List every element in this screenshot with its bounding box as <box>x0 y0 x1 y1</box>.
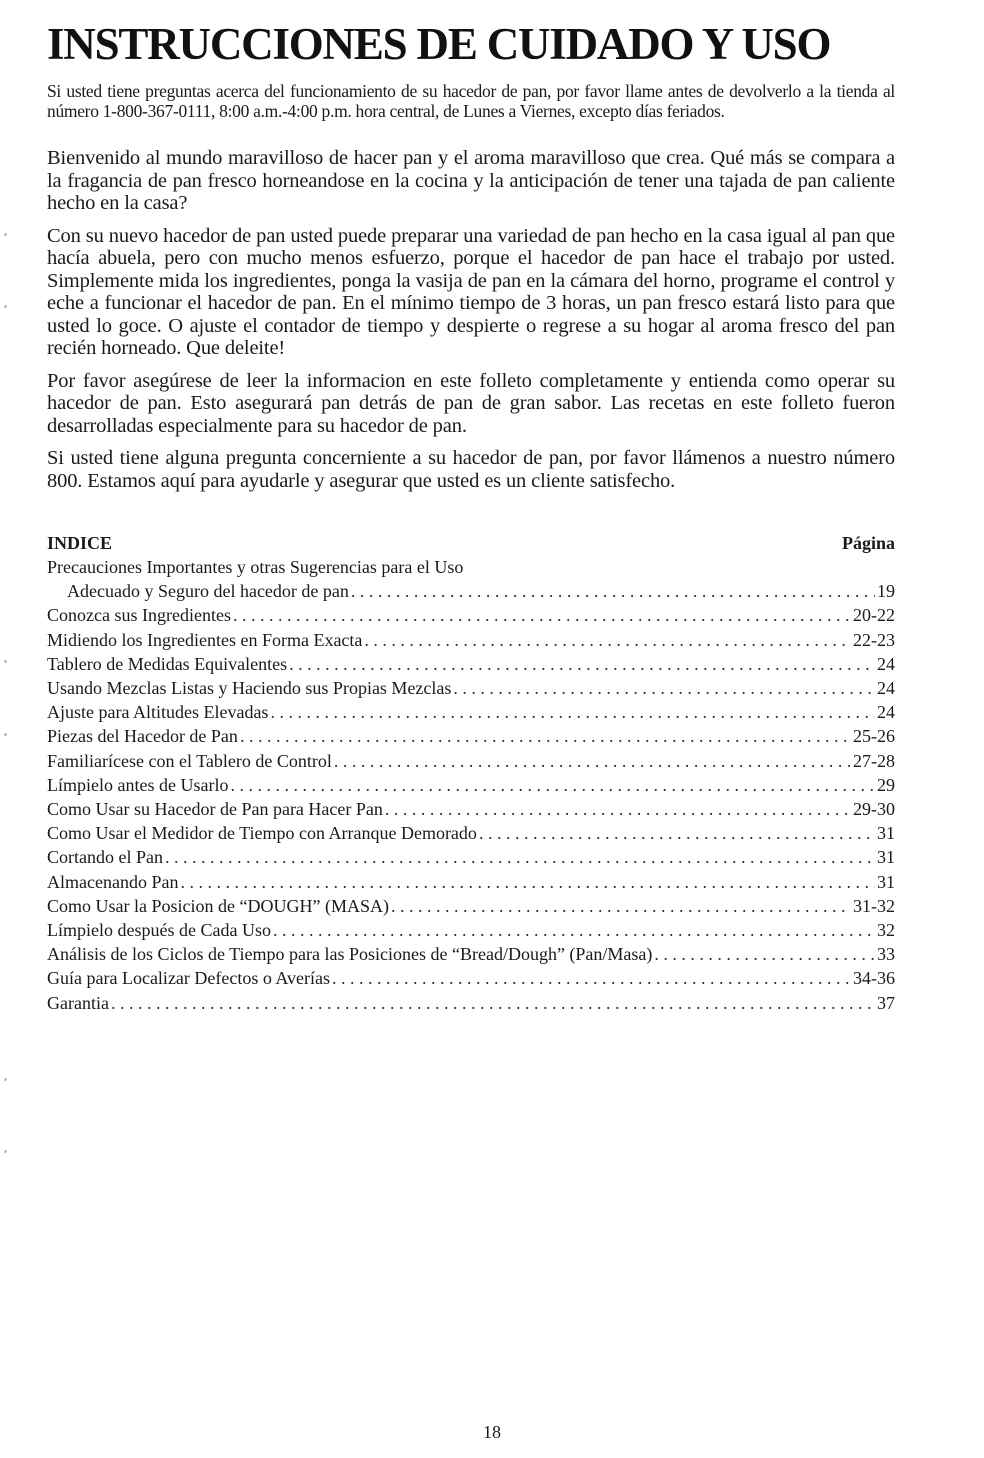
toc-dot-leader <box>270 700 875 724</box>
toc-entry-page: 31 <box>877 871 895 892</box>
toc-entry-page: 20-22 <box>853 605 895 626</box>
toc-dot-leader <box>351 579 875 603</box>
toc-entry <box>47 676 895 700</box>
toc-dot-leader <box>273 918 875 942</box>
toc-entry <box>47 797 895 821</box>
toc-dot-leader <box>233 603 851 627</box>
toc-entry-page: 29 <box>877 774 895 795</box>
toc-entry-page: 34-36 <box>853 968 895 989</box>
toc-entry-page: 24 <box>877 653 895 674</box>
toc-entry-title: Garantia <box>47 992 109 1013</box>
toc-dot-leader <box>240 724 851 748</box>
toc-entry-page: 31 <box>877 823 895 844</box>
document-page <box>47 18 895 1015</box>
toc-entry-page: 22-23 <box>853 629 895 650</box>
toc-dot-leader <box>111 991 875 1015</box>
toc-dot-leader <box>453 676 875 700</box>
index-heading: INDICE <box>47 533 113 553</box>
toc-entry-title: Guía para Localizar Defectos o Averías <box>47 968 331 989</box>
page-title: INSTRUCCIONES DE CUIDADO Y USO <box>47 19 831 69</box>
toc-entry-title: Límpielo antes de Usarlo <box>47 774 229 795</box>
toc-entry <box>47 845 895 869</box>
toc-entry-page: 19 <box>877 581 895 602</box>
toc-entry <box>47 894 895 918</box>
toc-entry-first-line <box>47 555 895 579</box>
toc-entry-title: Cortando el Pan <box>47 847 163 868</box>
toc-entry <box>47 870 895 894</box>
toc-entry-title: Piezas del Hacedor de Pan <box>47 726 238 747</box>
toc-dot-leader <box>364 628 851 652</box>
toc-entry <box>47 821 895 845</box>
toc-entry <box>47 579 895 603</box>
toc-entry-page: 24 <box>877 702 895 723</box>
intro-paragraph: Si usted tiene alguna pregunta concerniente a su hacedor de pan, por favor llámenos a nuestro número 800. Estamos aquí para ayudarle y asegurar que usted es un cliente satisfecho. <box>47 447 895 492</box>
toc-dot-leader <box>334 749 851 773</box>
contact-note: Si usted tiene preguntas acerca del funcionamiento de su hacedor de pan, por favor llame antes de devolverlo a la tienda al número 1-800-367-0111, 8:00 a.m.-4:00 p.m. hora central, de Lunes a Viernes, excepto días feriados. <box>47 81 895 121</box>
scan-speck <box>4 733 7 736</box>
toc-entry-page: 27-28 <box>853 750 895 771</box>
scan-speck <box>4 1078 7 1081</box>
intro-section <box>47 147 895 492</box>
intro-paragraph: Con su nuevo hacedor de pan usted puede preparar una variedad de pan hecho en la casa igual al pan que hacía abuela, pero con mucho menos esfuerzo, porque el hacedor de pan hace el trabajo por usted. Simplemente mida los ingredientes, ponga la vasija de pan en la cámara del horno, programe el control y eche a funcionar el hacedor de pan. En el mínimo tiempo de 3 horas, un pan fresco estará listo para que usted lo goce. O ajuste el contador de tiempo y despierte o regrese a su hogar al aroma fresco del pan recién horneado. Que deleite! <box>47 224 895 359</box>
scan-speck <box>4 233 7 236</box>
toc-entry-page: 31 <box>877 847 895 868</box>
toc-entry <box>47 966 895 990</box>
toc-entry-page: 25-26 <box>853 726 895 747</box>
intro-paragraph: Bienvenido al mundo maravilloso de hacer pan y el aroma maravilloso que crea. Qué más se compara a la fragancia de pan fresco horneandose en la cocina y la anticipación de tener una tajada de pan caliente hecho en la casa? <box>47 147 895 214</box>
toc-entry-title: Conozca sus Ingredientes <box>47 605 231 626</box>
toc-entry-page: 29-30 <box>853 799 895 820</box>
toc-dot-leader <box>654 942 875 966</box>
toc-dot-leader <box>479 821 875 845</box>
toc-entry-title: Almacenando Pan <box>47 871 179 892</box>
toc-entry <box>47 773 895 797</box>
toc-dot-leader <box>180 870 875 894</box>
toc-entry-title: Límpielo después de Cada Uso <box>47 920 271 941</box>
toc-entry-title: Familiarícese con el Tablero de Control <box>47 750 332 771</box>
toc-entry <box>47 724 895 748</box>
toc-entry <box>47 918 895 942</box>
toc-entry-title: Adecuado y Seguro del hacedor de pan <box>67 581 349 602</box>
toc-entry-title: Tablero de Medidas Equivalentes <box>47 653 288 674</box>
toc-entry <box>47 652 895 676</box>
scan-speck <box>4 660 7 663</box>
toc-entry <box>47 603 895 627</box>
toc-dot-leader <box>385 797 851 821</box>
toc-entry-title: Usando Mezclas Listas y Haciendo sus Propias Mezclas <box>47 678 452 699</box>
toc-entry-page: 32 <box>877 920 895 941</box>
toc-dot-leader <box>289 652 875 676</box>
toc-entry-title: Midiendo los Ingredientes en Forma Exacta <box>47 629 363 650</box>
toc-entry-title: Como Usar su Hacedor de Pan para Hacer Pan <box>47 799 383 820</box>
toc-entry-title: Como Usar la Posicion de “DOUGH” (MASA) <box>47 895 389 916</box>
toc-entry-page: 24 <box>877 678 895 699</box>
toc-entry <box>47 942 895 966</box>
toc-entry <box>47 700 895 724</box>
toc-entry-title: Como Usar el Medidor de Tiempo con Arranque Demorado <box>47 823 477 844</box>
scan-speck <box>4 1150 7 1153</box>
page-number: 18 <box>483 1422 501 1442</box>
intro-paragraph: Por favor asegúrese de leer la informacion en este folleto completamente y entienda como operar su hacedor de pan. Esto asegurará pan detrás de pan de gran sabor. Las recetas en este folleto fueron desarrolladas especialmente para su hacedor de pan. <box>47 369 895 437</box>
toc-entry-page: 33 <box>877 944 895 965</box>
toc-entry <box>47 749 895 773</box>
toc-dot-leader <box>230 773 875 797</box>
toc-entry-page: 31-32 <box>853 895 895 916</box>
table-of-contents <box>47 531 895 1015</box>
toc-entry-page: 37 <box>877 992 895 1013</box>
toc-entry-title: Ajuste para Altitudes Elevadas <box>47 702 269 723</box>
toc-entry-title: Precauciones Importantes y otras Sugerencias para el Uso <box>47 557 464 577</box>
toc-dot-leader <box>332 966 851 990</box>
toc-dot-leader <box>391 894 851 918</box>
toc-entry-title: Análisis de los Ciclos de Tiempo para las Posiciones de “Bread/Dough” (Pan/Masa) <box>47 944 653 965</box>
scan-speck <box>4 305 7 308</box>
page-column-heading: Página <box>841 533 895 553</box>
toc-entry <box>47 628 895 652</box>
toc-header <box>47 531 895 555</box>
toc-dot-leader <box>165 845 875 869</box>
toc-entry <box>47 991 895 1015</box>
